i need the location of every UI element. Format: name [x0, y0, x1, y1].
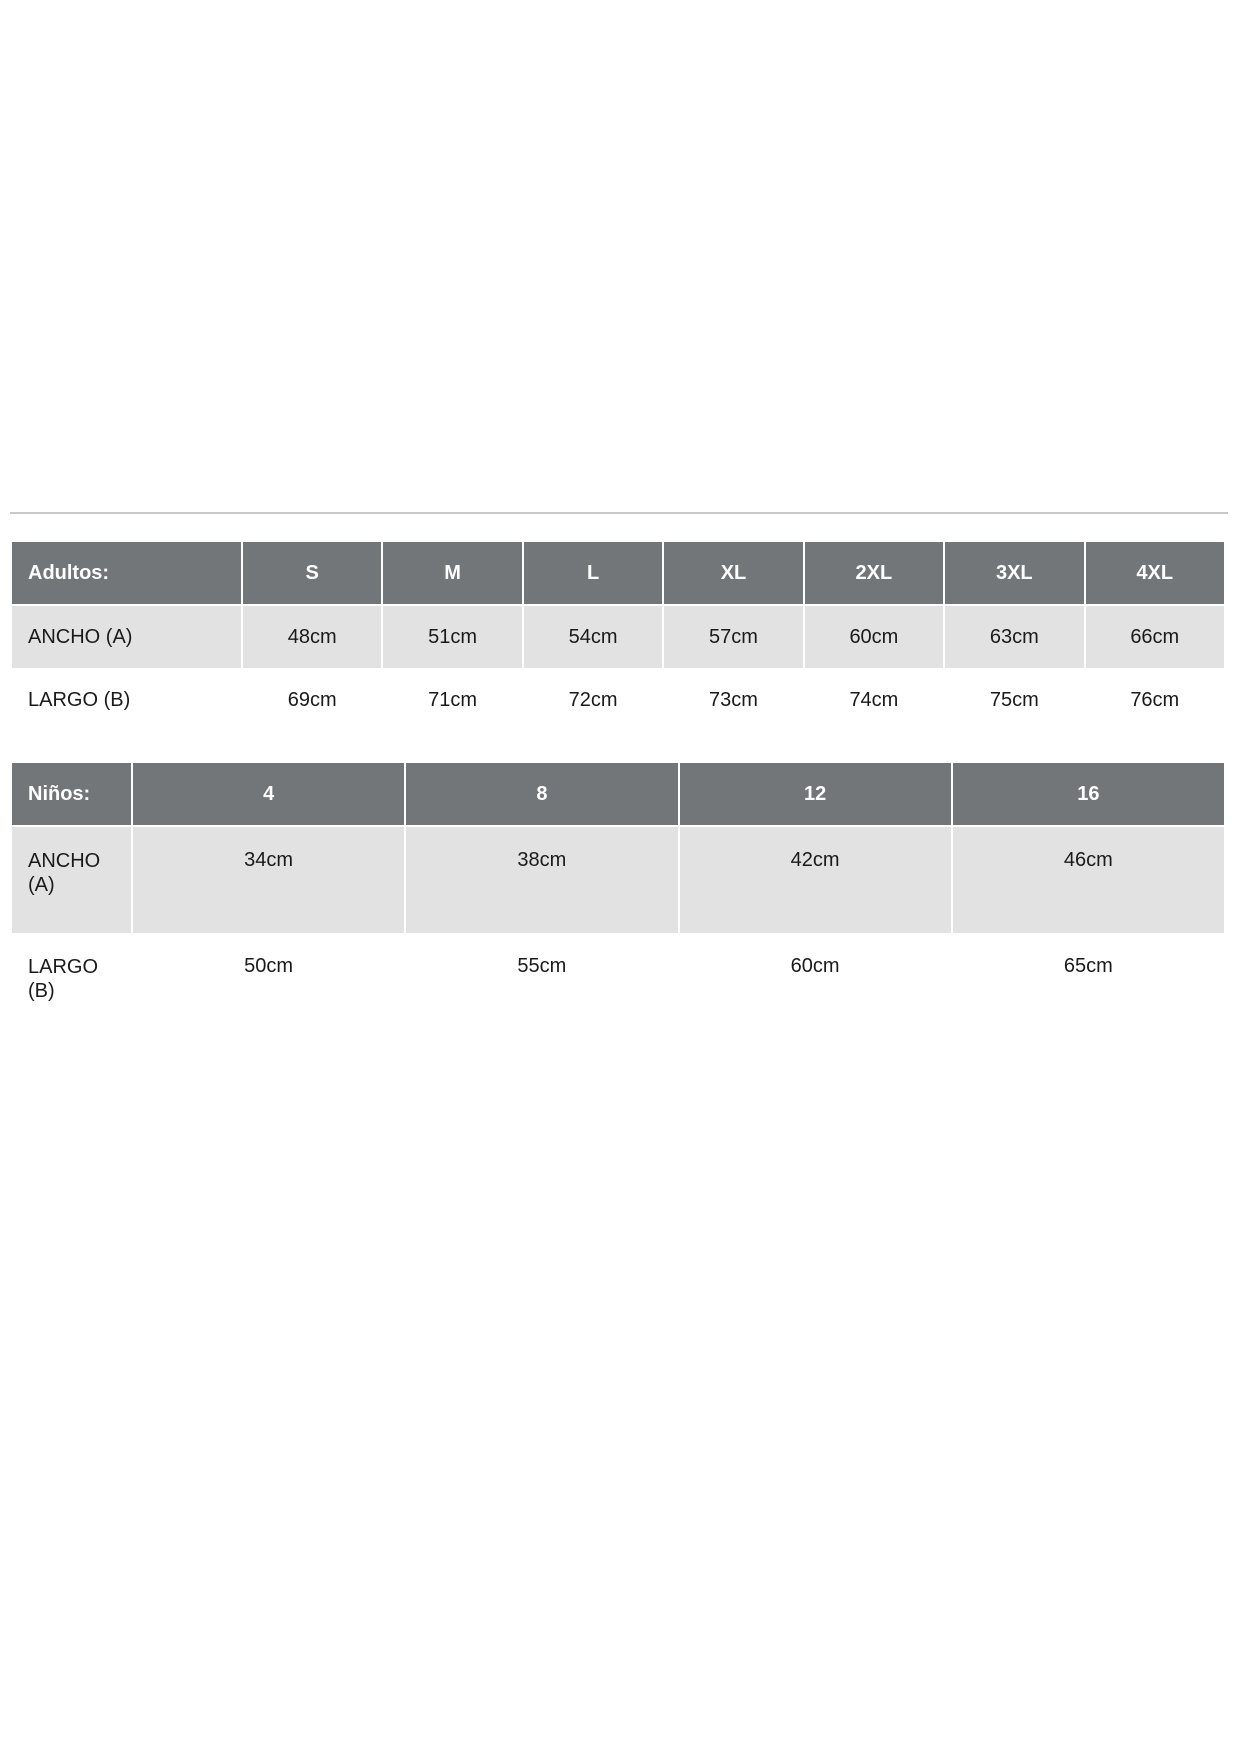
adults-corner-label: Adultos:: [12, 542, 241, 604]
adults-size-header: 4XL: [1084, 542, 1224, 604]
adults-size-header: L: [522, 542, 662, 604]
adults-size-header: S: [241, 542, 381, 604]
adults-size-header: M: [381, 542, 521, 604]
adults-row-ancho: [12, 604, 1224, 668]
adults-size-header: 2XL: [803, 542, 943, 604]
table-cell: 50cm: [244, 955, 294, 977]
row-label: ANCHO (A): [12, 604, 241, 668]
table-cell: 55cm: [517, 955, 567, 977]
table-cell: 38cm: [404, 825, 677, 933]
table-cell: 54cm: [522, 604, 662, 668]
table-cell: 66cm: [1084, 604, 1224, 668]
adults-size-header: 3XL: [943, 542, 1083, 604]
table-cell: 34cm: [131, 825, 404, 933]
kids-corner-label: Niños:: [12, 763, 131, 825]
adults-size-header: XL: [662, 542, 802, 604]
kids-row-ancho: [12, 825, 1224, 933]
table-cell: 46cm: [951, 825, 1224, 933]
kids-header-row: [12, 763, 1224, 825]
table-cell: 76cm: [1130, 688, 1180, 711]
row-label-line1: LARGO: [28, 956, 99, 978]
row-label: LARGO (B): [28, 688, 131, 711]
row-label: [12, 825, 131, 933]
kids-size-header: 4: [131, 763, 404, 825]
adults-row-largo: [12, 668, 1224, 732]
table-cell: 72cm: [568, 688, 618, 711]
row-label-line1: ANCHO: [28, 850, 101, 872]
kids-row-largo: [12, 933, 1224, 1039]
table-cell: 60cm: [790, 955, 840, 977]
table-cell: 65cm: [1063, 955, 1113, 977]
adults-size-table: [12, 542, 1224, 732]
table-cell: 74cm: [849, 688, 899, 711]
table-cell: 71cm: [428, 688, 478, 711]
table-cell: 63cm: [943, 604, 1083, 668]
table-cell: 73cm: [709, 688, 758, 711]
adults-header-row: [12, 542, 1224, 604]
table-cell: 42cm: [678, 825, 951, 933]
table-cell: 75cm: [989, 688, 1039, 711]
table-cell: 51cm: [381, 604, 521, 668]
kids-size-table: [12, 763, 1224, 1039]
top-divider: [10, 512, 1228, 514]
row-label-line2: (A): [28, 874, 55, 896]
kids-size-header: 8: [404, 763, 677, 825]
row-label-line2: (B): [28, 980, 55, 1002]
row-label: [12, 933, 131, 1039]
table-cell: 60cm: [803, 604, 943, 668]
kids-size-header: 12: [678, 763, 951, 825]
table-cell: 69cm: [287, 688, 337, 711]
kids-size-header: 16: [951, 763, 1224, 825]
table-cell: 57cm: [662, 604, 802, 668]
table-cell: 48cm: [241, 604, 381, 668]
